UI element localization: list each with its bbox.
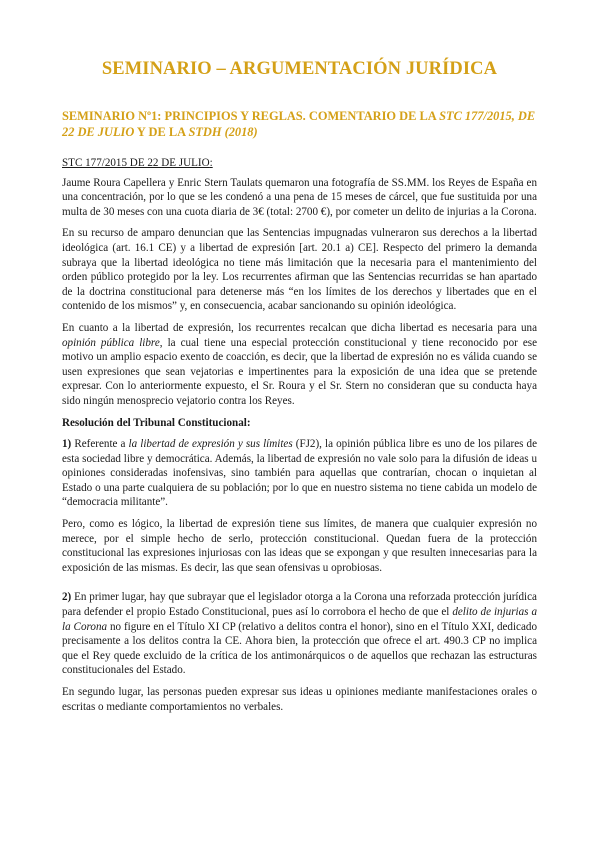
section-heading-text: STC 177/2015 DE 22 DE JULIO xyxy=(62,157,210,169)
subtitle-text-2: Y DE LA xyxy=(134,125,189,139)
paragraph-libertad-expresion xyxy=(62,321,537,409)
item-2-text-b: no figure en el Título XI CP (relativo a delitos contra el honor), sino en el Título XXI, dedicado precisamente a los delitos contra la CE. Ahora bien, la protección que ofrece el art. 490.3 CP no implica que el Rey quede excluido de la crítica de los antimonárquicos o de aquellos que rechazan las estructuras constitucionales del Estado. xyxy=(62,620,537,677)
subtitle-italic-2: STDH (2018) xyxy=(188,125,258,139)
item-2-italic: delito de injurias a la Corona xyxy=(62,606,537,633)
paragraph-facts: Jaume Roura Capellera y Enric Stern Taulats quemaron una fotografía de SS.MM. los Reyes de España en una concentración, por lo que se les condenó a una pena de 15 meses de cárcel, que fue sustituida por una multa de 30 meses con una cuota diaria de 3€ (total: 2700 €), por cometer un delito de injurias a la Corona. xyxy=(62,176,537,218)
subtitle-italic-1: STC 177/2015, DE 22 DE JULIO xyxy=(62,109,536,139)
item-1 xyxy=(62,437,537,510)
item-2-paragraph-2: En segundo lugar, las personas pueden expresar sus ideas u opiniones mediante manifestaciones orales o escritas o mediante comportamientos no verbales. xyxy=(62,686,537,713)
item-2 xyxy=(62,590,537,678)
item-1-number: 1) xyxy=(62,438,72,451)
item-1-text-b: (FJ2), la opinión pública libre es uno de los pilares de esta sociedad libre y democrática. Además, la libertad de expresión no vale solo para la difusión de ideas u opiniones consideradas inofensivas, sino también para aquellas que contrarían, chocan o inquietan al Estado o una parte cualquiera de su población; por lo que en nuestro sistema no tiene cabida un modelo de “democracia militante”. xyxy=(62,438,537,509)
document-title: SEMINARIO – ARGUMENTACIÓN JURÍDICA xyxy=(101,59,498,79)
section-heading-resolution: Resolución del Tribunal Constitucional: xyxy=(62,416,251,429)
subtitle-text-1: SEMINARIO Nº1: PRINCIPIOS Y REGLAS. COMENTARIO DE LA xyxy=(62,109,440,123)
item-1-text-a: Referente a xyxy=(71,438,129,451)
item-2-number: 2) xyxy=(62,591,72,604)
seminar-subtitle xyxy=(62,108,537,140)
item-1-paragraph-2: Pero, como es lógico, la libertad de expresión tiene sus límites, de manera que cualquier expresión no merece, por el simple hecho de serlo, protección constitucional. Quedan fuera de la protección constitucional las expresiones injuriosas con las ideas que se expongan y que resulten innecesarias para la exposición de las mismas. Es decir, las que sean ofensivas u oprobiosas. xyxy=(62,518,537,574)
item-1-italic: la libertad de expresión y sus límites xyxy=(128,438,293,451)
paragraph-amparo: En su recurso de amparo denuncian que las Sentencias impugnadas vulneraron sus derechos a la libertad ideológica (art. 16.1 CE) y a libertad de expresión [art. 20.1 a) CE]. Respecto del primero la demanda subraya que la libertad ideológica no tiene más limitación que la necesaria para el mantenimiento del orden público protegido por la ley. Los recurrentes afirman que las Sentencias recurridas se han apartado de la doctrina constitucional para detenerse más “en los límites de los derechos y libertades que en el contenido de los mismos” y, en consecuencia, acabar sancionando su opinión ideológica. xyxy=(62,227,537,313)
section-heading-colon: : xyxy=(209,157,213,169)
p3-text-a: En cuanto a la libertad de expresión, los recurrentes recalcan que dicha libertad es necesaria para una xyxy=(62,321,537,334)
item-2-text-a: En primer lugar, hay que subrayar que el legislador otorga a la Corona una reforzada protección jurídica para defender el propio Estado Constitucional, pues así lo corrobora el hecho de que el xyxy=(62,591,537,619)
section-heading-stc xyxy=(62,156,537,171)
p3-italic: opinión pública libre xyxy=(62,336,160,349)
p3-text-b: , la cual tiene una especial protección constitucional y tiene reconocido por ese motivo un amplio espacio exento de coacción, es decir, que la libertad de expresión no es válida cuando se usen expresiones que sean vejatorias e impertinentes para la exposición de una idea que se pretende expresar. Con lo anteriormente expuesto, el Sr. Roura y el Sr. Stern no consideran que su conducta haya sido ningún menosprecio vejatorio contra los Reyes. xyxy=(62,336,537,407)
